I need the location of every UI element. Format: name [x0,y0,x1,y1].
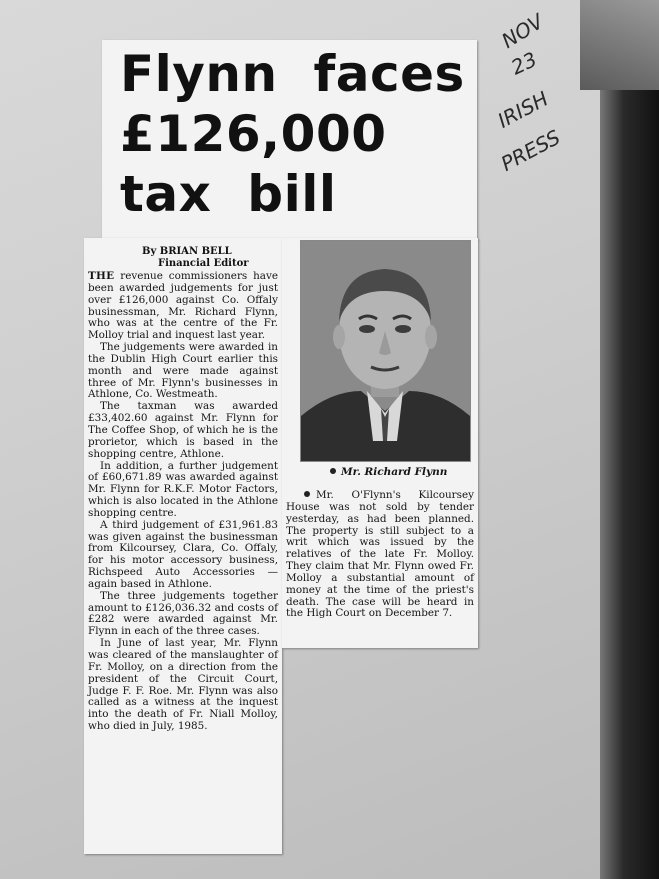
headline-line-1: Flynn faces [120,45,465,103]
portrait-illustration [301,241,470,461]
headline-line-2: £126,000 [120,105,387,163]
annotation-line-1: NOV [497,9,548,54]
byline-author: By BRIAN BELL [142,246,232,257]
bullet-dot-icon [330,468,336,474]
article-paragraph: A third judgement of £31,961.83 was given against the businessman from Kilcoursey, Clara, Co. Offaly, for his motor accessory business, Richspeed Auto Accessories — again based in Athlone. [88,518,278,590]
article-lead-word: THE [88,270,115,282]
article-paragraph: The three judgements together amount to £126,036.32 and costs of £282 were awarded against Mr. Flynn in each of the three cases. [88,589,278,638]
portrait-photo [300,240,471,462]
board-edge-shadow [600,0,659,879]
annotation-line-2: 23 [507,47,541,80]
sidebar-note-paragraph [286,490,474,620]
headline-line-3: tax bill [120,165,337,223]
article-paragraph-text: revenue commissioners have been awarded judgements for just over £126,000 against Co. Offaly businessman, Mr. Richard Flynn, who was at the centre of the Fr. Molloy trial and inquest last year. [88,270,278,342]
bullet-dot-icon [304,491,310,497]
sidebar-note-text: Mr. O'Flynn's Kilcoursey House was not sold by tender yesterday, as had been planned. The property is still subject to a writ which was issued by the relatives of the late Fr. Molloy. They claim that Mr. Flynn owed Fr. Molloy a substantial amount of money at the time of the priest's death. The case will be heard in the High Court on December 7. [286,489,474,620]
annotation-line-4: PRESS [496,125,565,176]
annotation-line-3: IRISH [493,86,553,133]
byline-role: Financial Editor [158,258,249,269]
handwritten-annotation [490,0,590,190]
article-paragraph: In June of last year, Mr. Flynn was cleared of the manslaughter of Fr. Molloy, on a direction from the president of the Circuit Court, Judge F. F. Roe. Mr. Flynn was also called as a witness at the inquest into the death of Fr. Niall Molloy, who died in July, 1985. [88,637,278,733]
sidebar-note [286,490,474,620]
article-body [88,271,278,733]
article-paragraph: The taxman was awarded £33,402.60 against Mr. Flynn for The Coffee Shop, of which he is the prorietor, which is based in the shopping centre, Athlone. [88,400,278,460]
article-paragraph: In addition, a further judgement of £60,671.89 was awarded against Mr. Flynn for R.K.F. Motor Factors, which is also located in the Athlone shopping centre. [88,459,278,519]
byline [142,246,249,270]
article-paragraph: The judgements were awarded in the Dublin High Court earlier this month and were made against three of Mr. Flynn's businesses in Athlone, Co. Westmeath. [88,341,278,401]
headline [120,44,465,224]
photo-caption [330,466,447,478]
board-corner [580,0,659,90]
photo-caption-text: Mr. Richard Flynn [341,466,448,478]
article-paragraph [88,271,278,342]
